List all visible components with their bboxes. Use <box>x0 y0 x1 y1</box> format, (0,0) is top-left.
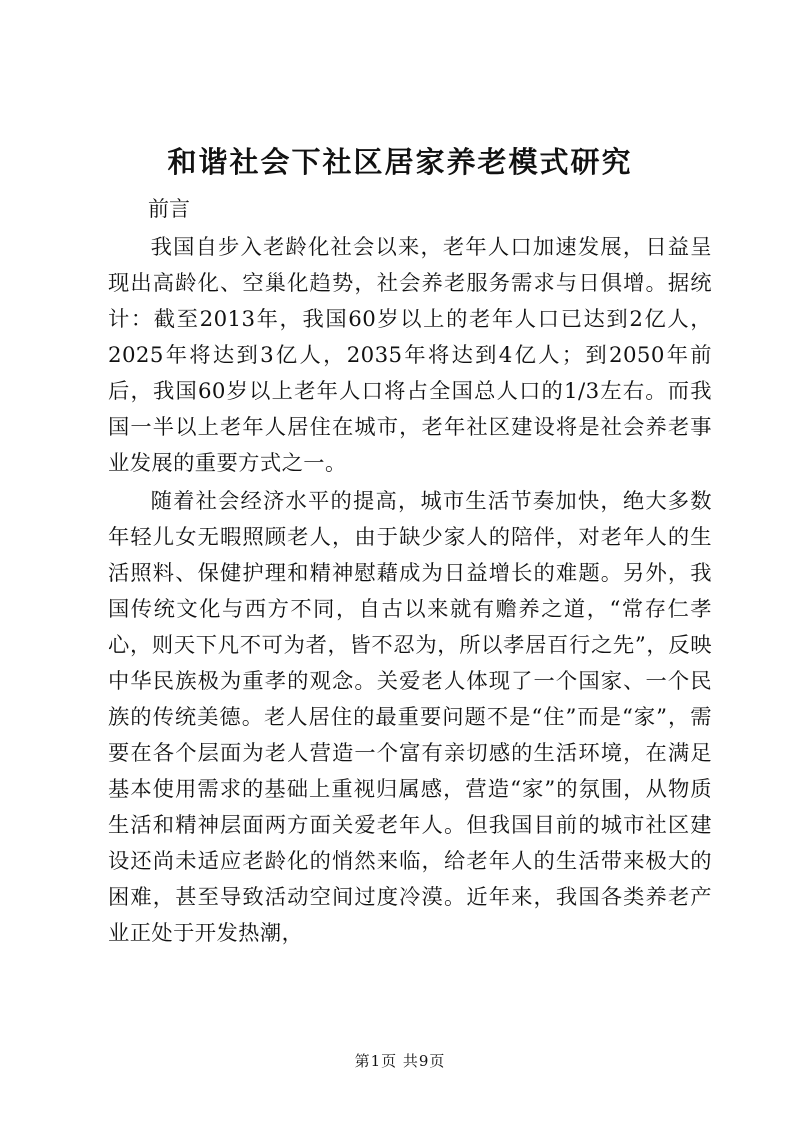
page-number-footer: 第1页 共9页 <box>354 1052 446 1070</box>
document-title: 和谐社会下社区居家养老模式研究 <box>167 145 633 179</box>
paragraph-1: 我国自步入老龄化社会以来，老年人口加速发展，日益呈现出高龄化、空巢化趋势，社会养老服务需求与日俱增。据统计：截至2013年，我国60岁以上的老年人口已达到2亿人，2025年将达到3亿人，2035年将达到4亿人；到2050年前后，我国60岁以上老年人口将占全国总人口的1/3左右。而我国一半以上老年人居住在城市，老年社区建设将是社会养老事业发展的重要方式之一。 <box>108 235 712 476</box>
paragraph-2: 随着社会经济水平的提高，城市生活节奏加快，绝大多数年轻儿女无暇照顾老人，由于缺少家人的陪伴，对老年人的生活照料、保健护理和精神慰藉成为日益增长的难题。另外，我国传统文化与西方不同，自古以来就有赡养之道，“常存仁孝心，则天下凡不可为者，皆不忍为，所以孝居百行之先”，反映中华民族极为重孝的观念。关爱老人体现了一个国家、一个民族的传统美德。老人居住的最重要问题不是“住”而是“家”，需要在各个层面为老人营造一个富有亲切感的生活环境，在满足基本使用需求的基础上重视归属感，营造“家”的氛围，从物质生活和精神层面两方面关爱老年人。但我国目前的城市社区建设还尚未适应老龄化的悄然来临，给老年人的生活带来极大的困难，甚至导致活动空间过度冷漠。近年来，我国各类养老产业正处于开发热潮， <box>108 489 712 946</box>
document-body <box>108 230 712 952</box>
section-heading: 前言 <box>148 197 190 221</box>
